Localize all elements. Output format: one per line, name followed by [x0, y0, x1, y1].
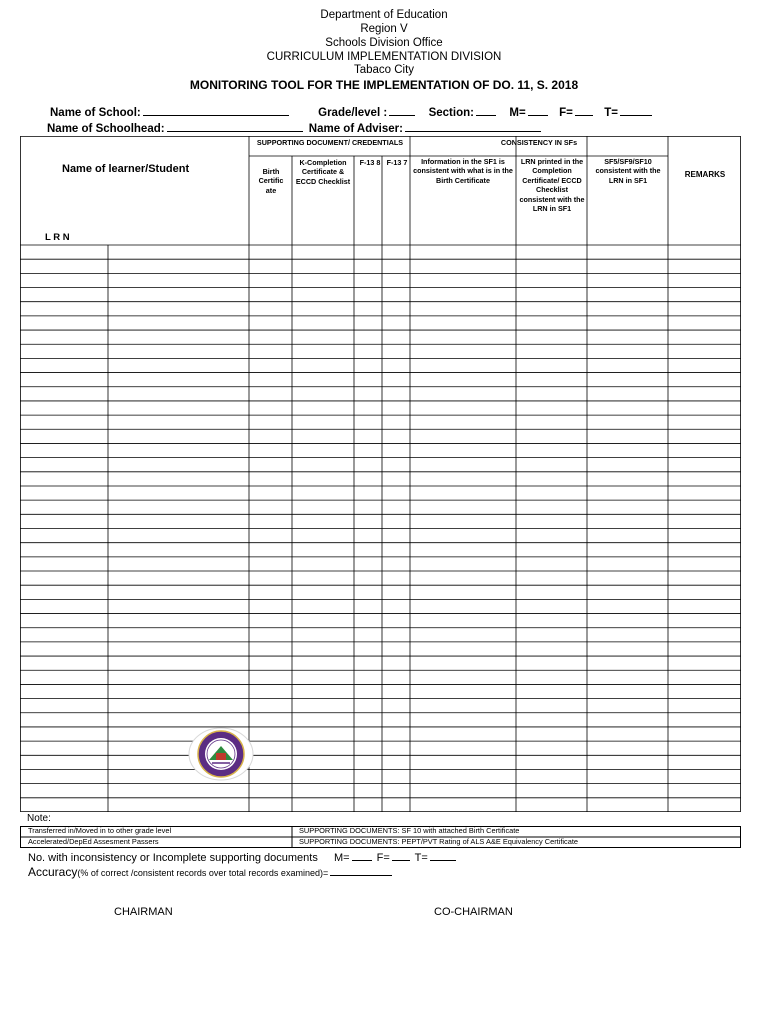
notes-table [20, 826, 741, 848]
section-blank[interactable] [476, 104, 496, 116]
remarks-header: REMARKS [684, 170, 726, 179]
header-city: Tabaco City [353, 64, 415, 76]
section-label: Section: [428, 107, 474, 119]
m-blank[interactable] [528, 104, 548, 116]
inconsistency-text: No. with inconsistency or Incomplete supporting documents [28, 852, 318, 864]
summary-m-blank[interactable] [352, 850, 372, 861]
adviser-blank[interactable] [405, 120, 541, 132]
learner-table [20, 136, 741, 812]
note-accelerated-docs: SUPPORTING DOCUMENTS: PEPT/PVT Rating of ALS A&E Equivalency Certificate [299, 837, 579, 846]
col-info-sf1: Information in the SF1 is consistent with what is in the Birth Certificate [413, 157, 513, 185]
form-line-1 [50, 104, 655, 119]
col-sf5-sf9-sf10: SF5/SF9/SF10 consistent with the LRN in SF1 [595, 157, 661, 185]
lrn-header: L R N [45, 232, 70, 243]
col-lrn-printed: LRN printed in the Completion Certificate/ ECCD Checklist consistent with the LRN in SF1 [519, 157, 585, 214]
header-region: Region V [360, 23, 408, 35]
t-blank[interactable] [620, 104, 652, 116]
inconsistency-line [28, 850, 458, 864]
document-title: MONITORING TOOL FOR THE IMPLEMENTATION OF DO. 11, S. 2018 [189, 78, 579, 92]
col-f137: F-13 7 [386, 158, 408, 167]
header-division-office: Schools Division Office [325, 37, 443, 49]
col-f138: F-13 8 [359, 158, 381, 167]
cochairman-label: CO-CHAIRMAN [434, 906, 513, 918]
note-transferred: Transferred in/Moved in to other grade level [28, 826, 172, 835]
summary-t-blank[interactable] [430, 850, 456, 861]
header-cid: CURRICULUM IMPLEMENTATION DIVISION [266, 51, 502, 63]
note-accelerated: Accelerated/DepEd Assesment Passers [28, 837, 159, 846]
schoolhead-label: Name of Schoolhead: [47, 123, 165, 135]
consistency-header: CONSISTENCY IN SFs [500, 138, 578, 147]
accuracy-description: (% of correct /consistent records over total records examined)= [77, 868, 329, 878]
supporting-document-header: SUPPORTING DOCUMENT/ CREDENTIALS [256, 138, 404, 147]
summary-f-label: F= [376, 852, 390, 864]
name-of-learner-header: Name of learner/Student [62, 163, 190, 175]
summary-m-label: M= [333, 852, 350, 864]
f-blank[interactable] [575, 104, 593, 116]
adviser-label: Name of Adviser: [308, 123, 403, 135]
note-label: Note: [27, 813, 51, 824]
m-label: M= [509, 107, 526, 119]
accuracy-label: Accuracy [28, 865, 78, 879]
school-blank[interactable] [143, 104, 289, 116]
accuracy-blank[interactable] [330, 865, 392, 876]
schoolhead-blank[interactable] [167, 120, 303, 132]
accuracy-line [28, 865, 394, 879]
chairman-label: CHAIRMAN [114, 906, 173, 918]
col-k-completion: K-Completion Certificate & ECCD Checklist [295, 158, 351, 186]
grade-blank[interactable] [389, 104, 415, 116]
f-label: F= [559, 107, 573, 119]
table-grid-lines [20, 136, 741, 812]
school-seal-logo [188, 727, 254, 781]
summary-t-label: T= [414, 852, 428, 864]
grade-label: Grade/level : [318, 107, 388, 119]
t-label: T= [604, 107, 618, 119]
school-label: Name of School: [50, 107, 141, 119]
form-line-2 [47, 120, 544, 135]
col-birth-certificate: Birth Certific ate [258, 167, 284, 195]
header-department: Department of Education [320, 9, 448, 21]
summary-f-blank[interactable] [392, 850, 410, 861]
note-transferred-docs: SUPPORTING DOCUMENTS: SF 10 with attached Birth Certificate [299, 826, 520, 835]
